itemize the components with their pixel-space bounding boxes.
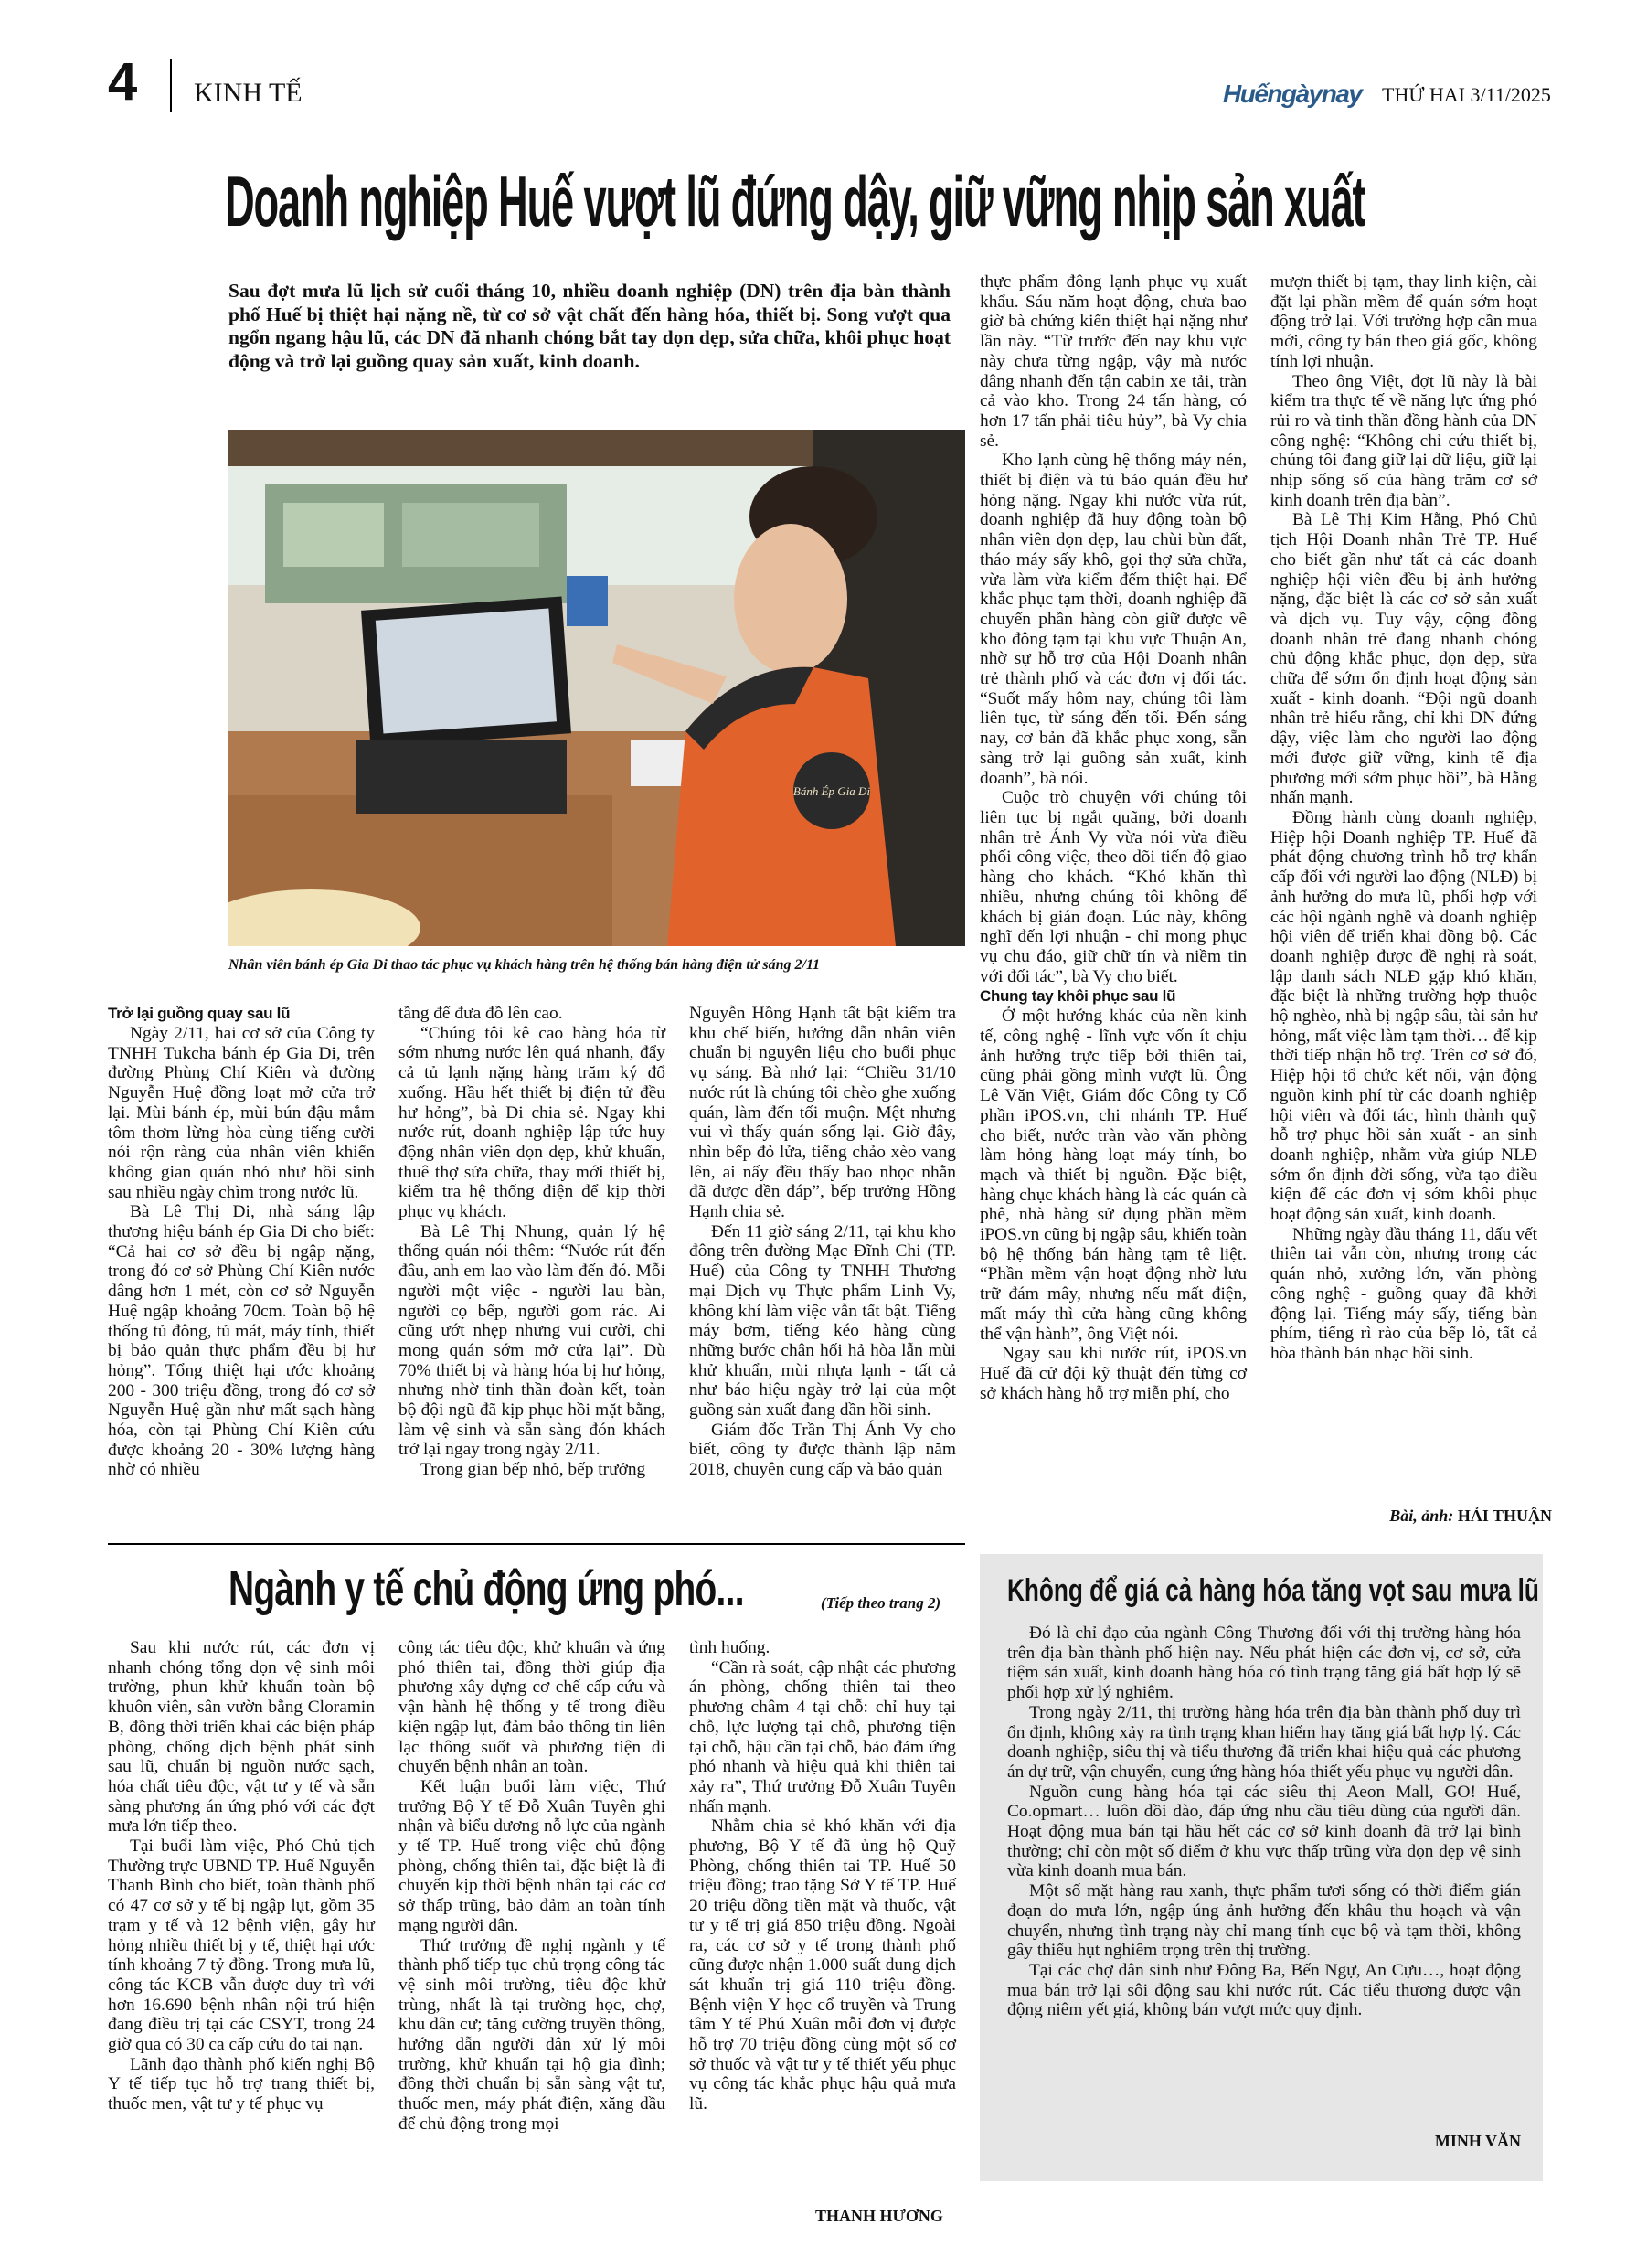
paragraph: Kết luận buổi làm việc, Thứ trưởng Bộ Y tế Đỗ Xuân Tuyên ghi nhận và biểu dương nỗ lực của ngành y tế TP. Huế trong việc chủ động phòng, chống thiên tai, đặc biệt là đi chuyển kịp thời bệnh nhân tại các cơ sở thấp trũng, bảo đảm an toàn tính mạng người dân. <box>398 1776 665 1935</box>
paragraph: Cuộc trò chuyện với chúng tôi liên tục bị ngắt quãng, bởi doanh nhân trẻ Ánh Vy vừa nói vừa điều phối công việc, theo dõi tiến độ giao hàng cho khách. “Khó khăn thì nhiều, nhưng chúng tôi không để khách bị gián đoạn. Lúc này, không nghĩ đến lợi nhuận - chỉ mong phục vụ chu đáo, giữ chữ tín và niềm tin với đối tác”, bà Vy cho biết. <box>980 788 1247 986</box>
issue-date: THỨ HAI 3/11/2025 <box>1382 83 1551 106</box>
paragraph: Bà Lê Thị Kim Hằng, Phó Chủ tịch Hội Doanh nhân Trẻ TP. Huế cho biết gần như tất cả các doanh nghiệp hội viên đều bị ảnh hưởng nặng, đặc biệt là các cơ sở sản xuất và dịch vụ. Tuy vậy, cộng đồng doanh nhân trẻ đang nhanh chóng chủ động khắc phục, dọn dẹp, sửa chữa để sớm ổn định hoạt động sản xuất - kinh doanh. “Đội ngũ doanh nhân trẻ hiểu rằng, chỉ khi DN đứng dậy, việc làm cho người lao động mới được giữ vững, kinh tế địa phương mới sớm phục hồi”, bà Hằng nhấn mạnh. <box>1270 510 1537 808</box>
article1-column-5 <box>1270 272 1537 1364</box>
main-headline: Doanh nghiệp Huế vượt lũ đứng dậy, giữ vững nhịp sản xuất <box>225 161 1365 241</box>
article2-column-2 <box>398 1638 665 2135</box>
paragraph: mượn thiết bị tạm, thay linh kiện, cài đặt lại phần mềm để quán sớm hoạt động trở lại. Với trường hợp cần mua mới, công ty bán theo giá gốc, không tính lợi nhuận. <box>1270 272 1537 371</box>
paragraph: Một số mặt hàng rau xanh, thực phẩm tươi sống có thời điểm gián đoạn do mưa lớn, ngập úng ảnh hưởng đến khâu thu hoạch và vận chuyển, nhưng tình trạng này chỉ mang tính cục bộ và tạm thời, không gây thiếu hụt nghiêm trọng trên thị trường. <box>1007 1881 1521 1961</box>
article2-byline: THANH HƯƠNG <box>815 2207 943 2225</box>
paragraph: công tác tiêu độc, khử khuẩn và ứng phó thiên tai, đồng thời giúp địa phương xây dựng cơ chế cấp cứu và vận hành hệ thống y tế trong điều kiện ngập lụt, đảm bảo thông tin liên lạc thông suốt và phương tiện di chuyển bệnh nhân an toàn. <box>398 1638 665 1777</box>
continued-note: (Tiếp theo trang 2) <box>821 1594 941 1612</box>
subhead-join-hands: Chung tay khôi phục sau lũ <box>980 987 1176 1006</box>
article1-column-1 <box>108 1004 375 1480</box>
paragraph: tình huống. <box>689 1638 770 1657</box>
paragraph: Tại các chợ dân sinh như Đông Ba, Bến Ngự, An Cựu…, hoạt động mua bán trở lại sôi động sau khi nước rút. Các tiểu thương được vận động niêm yết giá, không bán vượt mức quy định. <box>1007 1960 1521 2020</box>
article-photo <box>228 430 965 946</box>
paragraph: Thứ trưởng đề nghị ngành y tế thành phố tiếp tục chủ trọng công tác vệ sinh môi trường, tiêu độc khử trùng, nhất là tại trường học, chợ, khu dân cư; tăng cường truyền thông, hướng dẫn người dân xử lý môi trường, khử khuẩn tại hộ gia đình; đồng thời chuẩn bị sẵn sàng vật tư, thuốc men, máy phát điện, xăng dầu để chủ động trong mọi <box>398 1935 665 2134</box>
masthead-logo: Huếngàynay <box>1223 80 1362 108</box>
paragraph: Ngay sau khi nước rút, iPOS.vn Huế đã cử đội kỹ thuật đến từng cơ sở khách hàng hỗ trợ miễn phí, cho <box>980 1344 1247 1403</box>
paragraph: Giám đốc Trần Thị Ánh Vy cho biết, công ty được thành lập năm 2018, chuyên cung cấp và bảo quản <box>689 1420 956 1480</box>
article2-column-3 <box>689 1638 956 2114</box>
price-box <box>980 1554 1543 2181</box>
paragraph: “Chúng tôi kê cao hàng hóa từ sớm nhưng nước lên quá nhanh, đẩy cả tủ lạnh nặng hàng trăm ký đổ xuống. Hầu hết thiết bị điện tử đều hư hỏng”, bà Di chia sẻ. Ngay khi nước rút, doanh nghiệp lập tức huy động nhân viên dọn dẹp, khử khuẩn, thuê thợ sửa chữa, thay mới thiết bị, kiểm tra hệ thống điện để kịp thời phục vụ khách. <box>398 1023 665 1222</box>
paragraph: Sau khi nước rút, các đơn vị nhanh chóng tổng dọn vệ sinh môi trường, phun khử khuẩn toàn bộ khuôn viên, sân vườn bằng Cloramin B, đồng thời triển khai các biện pháp phòng, chống dịch bệnh phát sinh sau lũ, chuẩn bị nguồn nước sạch, hóa chất tiêu độc, vật tư y tế và sẵn sàng phương án ứng phó với các đợt mưa lớn tiếp theo. <box>108 1638 375 1837</box>
paragraph: Kho lạnh cùng hệ thống máy nén, thiết bị điện và tủ bảo quản đều hư hỏng nặng. Ngay khi nước vừa rút, doanh nghiệp đã huy động toàn bộ nhân viên dọn dẹp, lau chùi bùn đất, tháo máy sấy khô, gọi thợ sửa chữa, vừa làm vừa kiểm đếm thiệt hại. Để khắc phục tạm thời, doanh nghiệp đã chuyển phần hàng còn giữ được về kho đông tạm tại khu vực Thuận An, nhờ sự hỗ trợ của Hội Doanh nhân trẻ thành phố và các đơn vị đối tác. “Suốt mấy hôm nay, chúng tôi làm liên tục, từ sáng đến tối. Đến sáng nay, cơ bản đã khắc phục xong, sẵn sàng trở lại guồng sản xuất, kinh doanh”, bà nói. <box>980 451 1247 788</box>
subhead-return: Trở lại guồng quay sau lũ <box>108 1005 291 1022</box>
section-label: KINH TẾ <box>194 78 303 108</box>
article1-column-3 <box>689 1004 956 1480</box>
paragraph: Những ngày đầu tháng 11, dấu vết thiên tai vẫn còn, nhưng trong các quán nhỏ, xưởng lớn, văn phòng công nghệ - guồng quay đã khởi động lại. Tiếng máy sấy, tiếng bàn phím, tiếng rì rào của bếp lò, tất cả hòa thành bản nhạc hồi sinh. <box>1270 1224 1537 1363</box>
lead-paragraph: Sau đợt mưa lũ lịch sử cuối tháng 10, nhiều doanh nghiệp (DN) trên địa bàn thành phố Huế bị thiệt hại nặng nề, từ cơ sở vật chất đến hàng hóa, thiết bị. Song vượt qua ngổn ngang hậu lũ, các DN đã nhanh chóng bắt tay dọn dẹp, sửa chữa, khôi phục hoạt động và trở lại guồng quay sản xuất, kinh doanh. <box>228 280 951 372</box>
paragraph: Tại buổi làm việc, Phó Chủ tịch Thường trực UBND TP. Huế Nguyễn Thanh Bình cho biết, toàn thành phố có 47 cơ sở y tế bị ngập lụt, gồm 35 trạm y tế và 12 bệnh viện, gây hư hỏng nhiều thiết bị y tế, thiệt hại ước tính khoảng 7 tỷ đồng. Trong mưa lũ, công tác KCB vẫn được duy trì với hơn 16.690 bệnh nhân nội trú hiện đang điều trị tại các CSYT, trong 24 giờ qua có 30 ca cấp cứu do tai nạn. <box>108 1837 375 2055</box>
paragraph: Ở một hướng khác của nền kinh tế, công nghệ - lĩnh vực vốn ít chịu ảnh hưởng trực tiếp bởi thiên tai, cũng phải gồng mình vượt lũ. Ông Lê Văn Việt, Giám đốc Công ty Cổ phần iPOS.vn, chi nhánh TP. Huế cho biết, nước tràn vào văn phòng làm hỏng hàng loạt máy tính, bo mạch và thiết bị nguồn. Đặc biệt, hàng chục khách hàng là các quán cà phê, nhà hàng sử dụng phần mềm iPOS.vn cũng bị ngập sâu, khiến toàn bộ hệ thống bán hàng tạm tê liệt. “Phần mềm vận hoạt động nhờ lưu trữ đám mây, nhưng nếu mất điện, mất máy thì cửa hàng cũng không thể vận hành”, ông Việt nói. <box>980 1006 1247 1344</box>
byline-prefix: Bài, ảnh: <box>1389 1507 1454 1525</box>
paragraph: Bà Lê Thị Nhung, quản lý hệ thống quán nói thêm: “Nước rút đến đâu, anh em lao vào làm đến đó. Mỗi người một việc - người lau bàn, người cọ bếp, người gom rác. Ai cũng ướt nhẹp nhưng vui cười, chỉ mong quán sớm mở cửa lại”. Dù 70% thiết bị và hàng hóa bị hư hỏng, nhưng nhờ tinh thần đoàn kết, toàn bộ đội ngũ đã kịp phục hồi mặt bằng, làm vệ sinh và sẵn sàng đón khách trở lại ngay trong ngày 2/11. <box>398 1221 665 1460</box>
byline-name: HẢI THUẬN <box>1457 1507 1552 1525</box>
paragraph: “Cần rà soát, cập nhật các phương án phòng, chống thiên tai theo phương châm 4 tại chỗ: chỉ huy tại chỗ, lực lượng tại chỗ, phương tiện tại chỗ, hậu cần tại chỗ, bảo đảm ứng phó nhanh và hiệu quả khi thiên tai xảy ra”, Thứ trưởng Đỗ Xuân Tuyên nhấn mạnh. <box>689 1657 956 1816</box>
section-divider <box>108 1543 965 1545</box>
paragraph: Nguồn cung hàng hóa tại các siêu thị Aeon Mall, GO! Huế, Co.opmart… luôn dồi dào, đáp ứng nhu cầu tiêu dùng của người dân. Hoạt động mua bán tại hầu hết các cơ sở kinh doanh đã trở lại bình thường; chỉ còn một số điểm ở khu vực thấp trũng vừa dọn dẹp vệ sinh vừa kinh doanh mua bán. <box>1007 1782 1521 1881</box>
paragraph: Đó là chỉ đạo của ngành Công Thương đối với thị trường hàng hóa trên địa bàn thành phố hiện nay. Nếu phát hiện các đơn vị, cơ sở, cửa tiệm sản xuất, kinh doanh hàng hóa có tình trạng tăng giá bất hợp lý sẽ phối hợp xử lý nghiêm. <box>1007 1624 1521 1703</box>
paragraph: thực phẩm đông lạnh phục vụ xuất khẩu. Sáu năm hoạt động, chưa bao giờ bà chứng kiến thiệt hại nặng như lần này. “Từ trước đến nay khu vực này chưa từng ngập, vậy mà nước dâng nhanh đến tận cabin xe tải, tràn cả vào kho. Trong 24 tấn hàng, có hơn 17 tấn phải tiêu hủy”, bà Vy chia sẻ. <box>980 272 1247 451</box>
article2-headline: Ngành y tế chủ động ứng phó... <box>228 1561 744 1616</box>
paragraph: Trong gian bếp nhỏ, bếp trưởng <box>420 1460 646 1480</box>
article1-column-2 <box>398 1004 665 1480</box>
article1-column-4 <box>980 272 1247 1403</box>
paragraph: Lãnh đạo thành phố kiến nghị Bộ Y tế tiếp tục hỗ trợ trang thiết bị, thuốc men, vật tư y tế phục vụ <box>108 2054 375 2114</box>
article2-column-1 <box>108 1638 375 2114</box>
photo-caption: Nhân viên bánh ép Gia Di thao tác phục vụ khách hàng trên hệ thống bán hàng điện tử sáng 2/11 <box>228 957 821 973</box>
paragraph: Đến 11 giờ sáng 2/11, tại khu kho đông trên đường Mạc Đĩnh Chi (TP. Huế) của Công ty TNHH Thương mại Dịch vụ Thực phẩm Linh Vy, không khí làm việc vẫn tất bật. Tiếng máy bơm, tiếng kéo hàng cùng những bước chân hối hả hòa lẫn mùi khử khuẩn, mùi nhựa lạnh - tất cả như báo hiệu ngày trở lại của một guồng sản xuất đang dần hồi sinh. <box>689 1221 956 1421</box>
paragraph: Theo ông Việt, đợt lũ này là bài kiểm tra thực tế về năng lực ứng phó rủi ro và tinh thần đồng hành của DN công nghệ: “Không chỉ cứu thiết bị, chúng tôi đang giữ lại dữ liệu, giữ lại nhịp sống số của hàng trăm cơ sở kinh doanh trên địa bàn”. <box>1270 371 1537 510</box>
article3-headline: Không để giá cả hàng hóa tăng vọt sau mưa lũ <box>1007 1573 1539 1608</box>
page-number: 4 <box>108 52 138 112</box>
paragraph: Đồng hành cùng doanh nghiệp, Hiệp hội Doanh nghiệp TP. Huế đã phát động chương trình hỗ trợ khẩn cấp đối với người lao động (NLĐ) bị ảnh hưởng do mưa lũ, phối hợp với các hội ngành nghề và doanh nghiệp hội viên để triển khai đồng bộ. Các doanh nghiệp được đề nghị rà soát, lập danh sách NLĐ gặp khó khăn, đặc biệt là những trường hợp thuộc hộ nghèo, nhà bị ngập sâu, tài sản hư hỏng, mất việc làm tạm thời… để kịp thời tiếp nhận hỗ trợ. Trên cơ sở đó, Hiệp hội tổ chức kết nối, vận động nguồn kinh phí từ các doanh nghiệp hội viên và đối tác, hình thành quỹ hỗ trợ phục hồi sản xuất - an sinh doanh nghiệp, nhằm vừa giúp NLĐ sớm ổn định đời sống, vừa tạo điều kiện để các đơn vị sớm khôi phục hoạt động sản xuất, kinh doanh. <box>1270 807 1537 1225</box>
paragraph: tầng để đưa đồ lên cao. <box>398 1004 563 1023</box>
paragraph: Ngày 2/11, hai cơ sở của Công ty TNHH Tukcha bánh ép Gia Di, trên đường Phùng Chí Kiên và đường Nguyễn Huệ đồng loạt mở cửa trở lại. Mùi bánh ép, mùi bún đậu mắm tôm thơm lừng hòa cùng tiếng cười nói rộn ràng của nhân viên khiến không gian quán nhỏ như hồi sinh sau nhiều ngày chìm trong nước lũ. <box>108 1024 375 1202</box>
header-divider <box>170 59 172 112</box>
article3-body <box>1007 1624 1521 2020</box>
article3-byline: MINH VĂN <box>1434 2132 1521 2150</box>
paragraph: Nguyễn Hồng Hạnh tất bật kiểm tra khu chế biến, hướng dẫn nhân viên chuẩn bị nguyên liệu cho buổi phục vụ sáng. Bà nhớ lại: “Chiều 31/10 nước rút là chúng tôi chèo ghe xuống quán, làm đến tối muộn. Mệt nhưng vui vì thấy quán sống lại. Giờ đây, nhìn bếp đỏ lửa, tiếng chảo xèo vang lên, ai nấy đều thấy bao nhọc nhằn đã được đền đáp”, bếp trưởng Hồng Hạnh chia sẻ. <box>689 1004 956 1222</box>
photo-logo-text: Bánh Ép Gia Di <box>792 784 871 798</box>
paragraph: Nhằm chia sẻ khó khăn với địa phương, Bộ Y tế đã ủng hộ Quỹ Phòng, chống thiên tai TP. Huế 50 triệu đồng; trao tặng Sở Y tế TP. Huế 20 triệu đồng tiền mặt và thuốc, vật tư y tế trị giá 850 triệu đồng. Ngoài ra, các cơ sở y tế trong thành phố cũng được nhận 1.000 suất dung dịch sát khuẩn trị giá 110 triệu đồng. Bệnh viện Y học cổ truyền và Trung tâm Y tế Phú Xuân mỗi đơn vị được hỗ trợ 70 triệu đồng cùng một số cơ sở thuốc và vật tư y tế thiết yếu phục vụ công tác khắc phục hậu quả mưa lũ. <box>689 1816 956 2114</box>
article1-byline <box>1389 1507 1552 1526</box>
paragraph: Bà Lê Thị Di, nhà sáng lập thương hiệu bánh ép Gia Di cho biết: “Cả hai cơ sở đều bị ngập nặng, trong đó cơ sở Phùng Chí Kiên nước dâng hơn 1 mét, còn cơ sở Nguyễn Huệ ngập khoảng 70cm. Toàn bộ hệ thống tủ đông, tủ mát, máy tính, thiết bị bảo quản thực phẩm đều bị hư hỏng”. Tổng thiệt hại ước khoảng 200 - 300 triệu đồng, trong đó cơ sở Nguyễn Huệ gần như mất sạch hàng hóa, còn tại Phùng Chí Kiên cứu được khoảng 20 - 30% lượng hàng nhờ có nhiều <box>108 1202 375 1480</box>
paragraph: Trong ngày 2/11, thị trường hàng hóa trên địa bàn thành phố duy trì ổn định, không xảy ra tình trạng khan hiếm hay tăng giá bất hợp lý. Các doanh nghiệp, siêu thị và tiểu thương đã triển khai hiệu quả các phương án dự trữ, vận chuyển, cung ứng hàng hóa thiết yếu phục vụ người dân. <box>1007 1702 1521 1782</box>
